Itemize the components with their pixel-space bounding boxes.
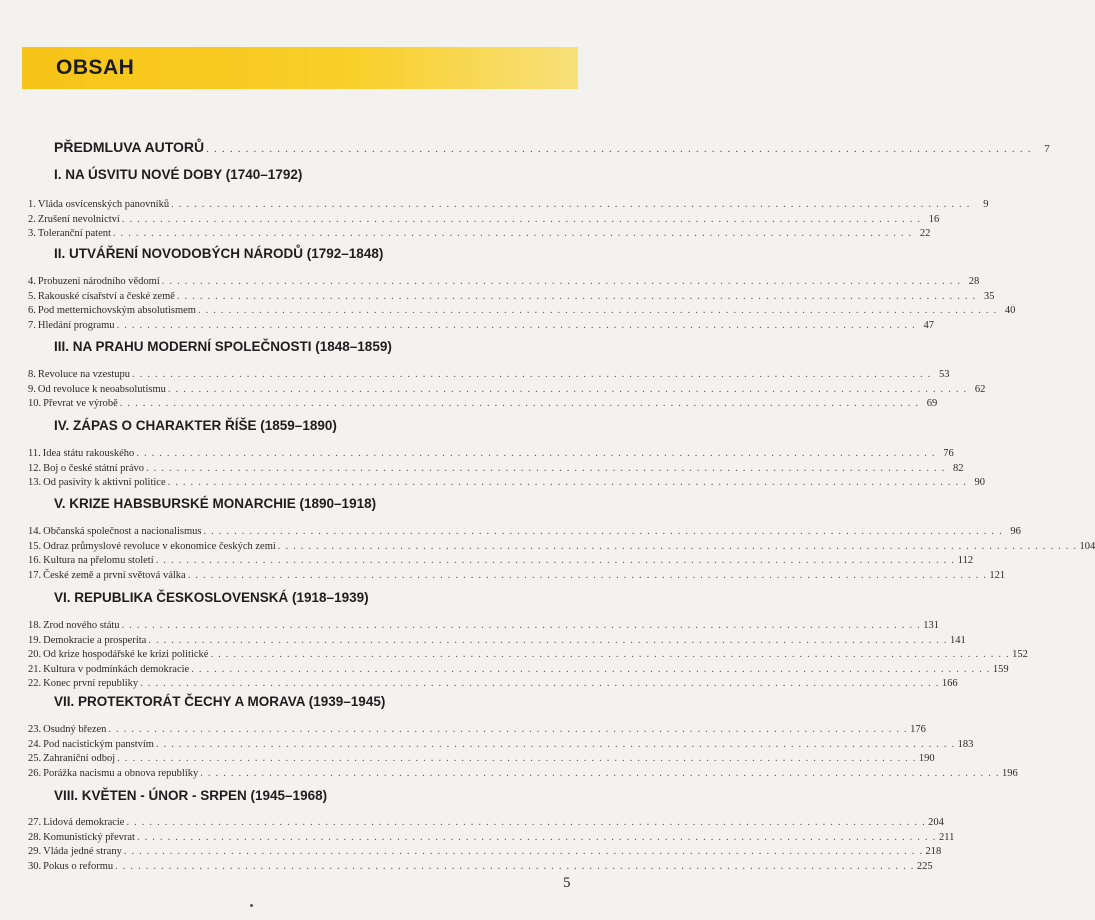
chapter-number: 5. <box>28 290 36 302</box>
chapter-number: 8. <box>28 369 36 380</box>
chapter-title: Odraz průmyslové revoluce v ekonomice českých zemí <box>43 540 276 552</box>
chapter-title: Osudný březen <box>43 724 107 735</box>
chapter-title: Vláda osvícenských panovníků <box>37 199 170 210</box>
leader-dots: . . . . . . . . . . . . . . . . . . . . . . . . . . . . . . . . . . . . . . . . . . . . . . . . . . . . . . . . . . . . . . . . . . . . . . . . . . . . . . . . . . . . . . . . . . . . . . . . . . . . . . . . . <box>117 753 917 764</box>
chapter-number: 11. <box>28 448 41 459</box>
chapter-page: 104 <box>1079 540 1095 552</box>
chapter-title: Zahraniční odboj <box>43 753 116 764</box>
chapter-page: 35 <box>983 290 995 302</box>
section-heading: VI. REPUBLIKA ČESKOSLOVENSKÁ (1918–1939) <box>54 590 369 605</box>
chapter-title: Od revoluce k neoabsolutismu <box>37 383 166 395</box>
leader-dots: . . . . . . . . . . . . . . . . . . . . . . . . . . . . . . . . . . . . . . . . . . . . . . . . . . . . . . . . . . . . . . . . . . . . . . . . . . . . . . . . . . . . . . . . . . . . . . . . . . . . . . . . . <box>148 634 948 646</box>
toc-entry <box>28 227 931 240</box>
chapter-number: 7. <box>28 319 36 331</box>
section-heading: III. NA PRAHU MODERNÍ SPOLEČNOSTI (1848–1859) <box>54 339 392 354</box>
preface-page: 7 <box>1044 143 1050 155</box>
toc-entry <box>28 383 986 396</box>
chapter-page: 69 <box>926 398 938 409</box>
chapter-page: 211 <box>939 831 955 843</box>
chapter-title: Toleranční patent <box>37 228 111 239</box>
leader-dots: . . . . . . . . . . . . . . . . . . . . . . . . . . . . . . . . . . . . . . . . . . . . . . . . . . . . . . . . . . . . . . . . . . . . . . . . . . . . . . . . . . . . . . . . . . . . . . . . . . . . . . . . . <box>191 663 991 675</box>
chapter-number: 6. <box>28 305 36 316</box>
leader-dots: . . . . . . . . . . . . . . . . . . . . . . . . . . . . . . . . . . . . . . . . . . . . . . . . . . . . . . . . . . . . . . . . . . . . . . . . . . . . . . . . . . . . . . . . . . . . . . . . . . . . . . . . . <box>121 620 921 631</box>
leader-dots: . . . . . . . . . . . . . . . . . . . . . . . . . . . . . . . . . . . . . . . . . . . . . . . . . . . . . . . . . . . . . . . . . . . . . . . . . . . . . . . . . . . . . . . . . . . . . . . . . . . . . . . . . <box>136 448 936 459</box>
chapter-title: Komunistický převrat <box>43 831 135 843</box>
leader-dots: . . . . . . . . . . . . . . . . . . . . . . . . . . . . . . . . . . . . . . . . . . . . . . . . . . . . . . . . . . . . . . . . . . . . . . . . . . . . . . . . . . . . . . . . . . . . . . . . . . . . . . . . . <box>171 199 971 210</box>
chapter-page: 196 <box>1001 767 1018 779</box>
chapter-page: 9 <box>983 199 989 210</box>
chapter-number: 3. <box>28 228 36 239</box>
chapter-page: 159 <box>992 663 1009 675</box>
leader-dots: . . . . . . . . . . . . . . . . . . . . . . . . . . . . . . . . . . . . . . . . . . . . . . . . . . . . . . . . . . . . . . . . . . . . . . . . . . . . . . . . . . . . . . . . . . . . . . . . . . . . . . . . . <box>136 831 937 843</box>
toc-entry <box>28 648 1028 661</box>
chapter-page: 190 <box>918 753 935 764</box>
toc-preface-entry <box>54 139 1050 155</box>
chapter-number: 4. <box>28 276 36 287</box>
chapter-number: 27. <box>28 817 42 828</box>
chapter-number: 9. <box>28 383 36 395</box>
toc-entry <box>28 213 940 226</box>
chapter-number: 13. <box>28 477 42 488</box>
leader-dots: . . . . . . . . . . . . . . . . . . . . . . . . . . . . . . . . . . . . . . . . . . . . . . . . . . . . . . . . . . . . . . . . . . . . . . . . . . . . . . . . . . . . . . . . . . . . . . . . . . . . . . . . . <box>197 305 998 316</box>
chapter-number: 2. <box>28 213 36 225</box>
chapter-number: 1. <box>28 199 36 210</box>
chapter-title: Pod nacistickým panstvím <box>43 738 154 750</box>
toc-entry <box>28 462 964 475</box>
toc-entry <box>28 540 1095 553</box>
leader-dots: . . . . . . . . . . . . . . . . . . . . . . . . . . . . . . . . . . . . . . . . . . . . . . . . . . . . . . . . . . . . . . . . . . . . . . . . . . . . . . . . . . . . . . . . . . . . . . . . . . . . . . . . . <box>119 398 920 409</box>
toc-entry <box>28 397 938 410</box>
leader-dots: . . . . . . . . . . . . . . . . . . . . . . . . . . . . . . . . . . . . . . . . . . . . . . . . . . . . . . . . . . . . . . . . . . . . . . . . . . . . . . . . . . . . . . . . . . . . . . . . . . . . . . . . . <box>132 369 932 380</box>
leader-dots: . . . . . . . . . . . . . . . . . . . . . . . . . . . . . . . . . . . . . . . . . . . . . . . . . . . . . . . . . . . . . . . . . . . . . . . . . . . . . . . . . . . . . . . . . . . . . . . . . . . . . . . . . <box>121 213 922 225</box>
toc-entry <box>28 816 944 829</box>
toc-entry <box>28 845 942 858</box>
chapter-title: Zrušení nevolnictví <box>37 213 120 225</box>
chapter-number: 29. <box>28 846 42 857</box>
chapter-title: Kultura na přelomu století <box>43 555 154 566</box>
chapter-page: 141 <box>950 634 966 646</box>
chapter-title: Pokus o reformu <box>43 860 114 872</box>
toc-entry <box>28 554 974 567</box>
chapter-number: 22. <box>28 678 42 689</box>
chapter-page: 152 <box>1012 649 1028 660</box>
toc-entry <box>28 275 980 288</box>
leader-dots: . . . . . . . . . . . . . . . . . . . . . . . . . . . . . . . . . . . . . . . . . . . . . . . . . . . . . . . . . . . . . . . . . . . . . . . . . . . . . . . . . . . . . . . . . . . . . . . . . . . . . . . . . <box>206 143 1032 155</box>
leader-dots: . . . . . . . . . . . . . . . . . . . . . . . . . . . . . . . . . . . . . . . . . . . . . . . . . . . . . . . . . . . . . . . . . . . . . . . . . . . . . . . . . . . . . . . . . . . . . . . . . . . . . . . . . <box>126 817 926 828</box>
leader-dots: . . . . . . . . . . . . . . . . . . . . . . . . . . . . . . . . . . . . . . . . . . . . . . . . . . . . . . . . . . . . . . . . . . . . . . . . . . . . . . . . . . . . . . . . . . . . . . . . . . . . . . . . . <box>140 678 940 689</box>
leader-dots: . . . . . . . . . . . . . . . . . . . . . . . . . . . . . . . . . . . . . . . . . . . . . . . . . . . . . . . . . . . . . . . . . . . . . . . . . . . . . . . . . . . . . . . . . . . . . . . . . . . . . . . . . <box>167 383 968 395</box>
leader-dots: . . . . . . . . . . . . . . . . . . . . . . . . . . . . . . . . . . . . . . . . . . . . . . . . . . . . . . . . . . . . . . . . . . . . . . . . . . . . . . . . . . . . . . . . . . . . . . . . . . . . . . . . . <box>200 767 1000 779</box>
preface-label: PŘEDMLUVA AUTORŮ <box>54 139 205 155</box>
chapter-title: Demokracie a prosperita <box>43 634 147 646</box>
chapter-page: 183 <box>957 738 974 750</box>
toc-entry <box>28 723 926 736</box>
chapter-number: 17. <box>28 569 42 581</box>
print-speck <box>250 904 253 907</box>
leader-dots: . . . . . . . . . . . . . . . . . . . . . . . . . . . . . . . . . . . . . . . . . . . . . . . . . . . . . . . . . . . . . . . . . . . . . . . . . . . . . . . . . . . . . . . . . . . . . . . . . . . . . . . . . <box>277 540 1078 552</box>
toc-entry <box>28 525 1021 538</box>
toc-entry <box>28 634 966 647</box>
chapter-page: 53 <box>938 369 950 380</box>
chapter-title: Boj o české státní právo <box>43 462 145 474</box>
chapter-page: 16 <box>928 213 940 225</box>
chapter-title: Probuzení národního vědomí <box>37 276 160 287</box>
chapter-title: Porážka nacismu a obnova republiky <box>43 767 199 779</box>
toc-entry <box>28 752 935 765</box>
toc-entry <box>28 738 974 751</box>
leader-dots: . . . . . . . . . . . . . . . . . . . . . . . . . . . . . . . . . . . . . . . . . . . . . . . . . . . . . . . . . . . . . . . . . . . . . . . . . . . . . . . . . . . . . . . . . . . . . . . . . . . . . . . . . <box>146 462 946 474</box>
chapter-page: 121 <box>989 569 1006 581</box>
chapter-page: 225 <box>916 860 933 872</box>
section-heading: VIII. KVĚTEN - ÚNOR - SRPEN (1945–1968) <box>54 788 328 803</box>
leader-dots: . . . . . . . . . . . . . . . . . . . . . . . . . . . . . . . . . . . . . . . . . . . . . . . . . . . . . . . . . . . . . . . . . . . . . . . . . . . . . . . . . . . . . . . . . . . . . . . . . . . . . . . . . <box>203 526 1003 537</box>
chapter-page: 90 <box>974 477 986 488</box>
page-title: OBSAH <box>56 56 135 79</box>
header-banner <box>22 47 578 89</box>
leader-dots: . . . . . . . . . . . . . . . . . . . . . . . . . . . . . . . . . . . . . . . . . . . . . . . . . . . . . . . . . . . . . . . . . . . . . . . . . . . . . . . . . . . . . . . . . . . . . . . . . . . . . . . . . <box>108 724 908 735</box>
section-heading: II. UTVÁŘENÍ NOVODOBÝCH NÁRODŮ (1792–1848) <box>54 246 384 261</box>
chapter-number: 18. <box>28 620 42 631</box>
chapter-page: 166 <box>941 678 958 689</box>
chapter-page: 204 <box>928 817 944 828</box>
toc-entry <box>28 569 1006 582</box>
toc-entry <box>28 319 934 332</box>
chapter-page: 62 <box>974 383 986 395</box>
toc-entry <box>28 860 933 873</box>
chapter-page: 96 <box>1010 526 1021 537</box>
chapter-title: Zrod nového státu <box>43 620 120 631</box>
toc-entry <box>28 831 955 844</box>
chapter-title: Revoluce na vzestupu <box>37 369 131 380</box>
chapter-number: 15. <box>28 540 42 552</box>
leader-dots: . . . . . . . . . . . . . . . . . . . . . . . . . . . . . . . . . . . . . . . . . . . . . . . . . . . . . . . . . . . . . . . . . . . . . . . . . . . . . . . . . . . . . . . . . . . . . . . . . . . . . . . . . <box>123 846 924 857</box>
toc-entry <box>28 476 986 489</box>
chapter-number: 14. <box>28 526 42 537</box>
chapter-number: 25. <box>28 753 42 764</box>
chapter-title: Idea státu rakouského <box>42 448 135 459</box>
chapter-title: Od krize hospodářské ke krizi politické <box>43 649 209 660</box>
chapter-title: Konec první republiky <box>43 678 139 689</box>
toc-entry <box>28 447 954 460</box>
leader-dots: . . . . . . . . . . . . . . . . . . . . . . . . . . . . . . . . . . . . . . . . . . . . . . . . . . . . . . . . . . . . . . . . . . . . . . . . . . . . . . . . . . . . . . . . . . . . . . . . . . . . . . . . . <box>210 649 1010 660</box>
toc-entry <box>28 290 995 303</box>
chapter-number: 10. <box>28 398 42 409</box>
chapter-number: 21. <box>28 663 42 675</box>
chapter-number: 24. <box>28 738 42 750</box>
chapter-number: 20. <box>28 649 42 660</box>
chapter-page: 40 <box>1004 305 1016 316</box>
chapter-title: Kultura v podmínkách demokracie <box>43 663 190 675</box>
chapter-title: Občanská společnost a nacionalismus <box>43 526 202 537</box>
chapter-page: 176 <box>910 724 926 735</box>
chapter-number: 28. <box>28 831 42 843</box>
toc-entry <box>28 619 939 632</box>
chapter-page: 82 <box>952 462 964 474</box>
leader-dots: . . . . . . . . . . . . . . . . . . . . . . . . . . . . . . . . . . . . . . . . . . . . . . . . . . . . . . . . . . . . . . . . . . . . . . . . . . . . . . . . . . . . . . . . . . . . . . . . . . . . . . . . . <box>176 290 977 302</box>
chapter-page: 76 <box>943 448 954 459</box>
toc-entry <box>28 198 989 211</box>
leader-dots: . . . . . . . . . . . . . . . . . . . . . . . . . . . . . . . . . . . . . . . . . . . . . . . . . . . . . . . . . . . . . . . . . . . . . . . . . . . . . . . . . . . . . . . . . . . . . . . . . . . . . . . . . <box>155 555 956 566</box>
section-heading: V. KRIZE HABSBURSKÉ MONARCHIE (1890–1918) <box>54 496 377 511</box>
chapter-page: 218 <box>925 846 942 857</box>
leader-dots: . . . . . . . . . . . . . . . . . . . . . . . . . . . . . . . . . . . . . . . . . . . . . . . . . . . . . . . . . . . . . . . . . . . . . . . . . . . . . . . . . . . . . . . . . . . . . . . . . . . . . . . . . <box>167 477 968 488</box>
chapter-number: 16. <box>28 555 42 566</box>
page-number: 5 <box>563 875 571 891</box>
chapter-title: Vláda jedné strany <box>43 846 122 857</box>
chapter-number: 23. <box>28 724 42 735</box>
toc-entry <box>28 368 950 381</box>
chapter-number: 30. <box>28 860 42 872</box>
chapter-number: 19. <box>28 634 42 646</box>
chapter-title: České země a první světová válka <box>43 569 186 581</box>
leader-dots: . . . . . . . . . . . . . . . . . . . . . . . . . . . . . . . . . . . . . . . . . . . . . . . . . . . . . . . . . . . . . . . . . . . . . . . . . . . . . . . . . . . . . . . . . . . . . . . . . . . . . . . . . <box>155 738 956 750</box>
chapter-page: 22 <box>919 228 931 239</box>
toc-entry <box>28 677 958 690</box>
chapter-page: 131 <box>923 620 939 631</box>
chapter-title: Převrat ve výrobě <box>43 398 118 409</box>
leader-dots: . . . . . . . . . . . . . . . . . . . . . . . . . . . . . . . . . . . . . . . . . . . . . . . . . . . . . . . . . . . . . . . . . . . . . . . . . . . . . . . . . . . . . . . . . . . . . . . . . . . . . . . . . <box>116 319 916 331</box>
leader-dots: . . . . . . . . . . . . . . . . . . . . . . . . . . . . . . . . . . . . . . . . . . . . . . . . . . . . . . . . . . . . . . . . . . . . . . . . . . . . . . . . . . . . . . . . . . . . . . . . . . . . . . . . . <box>161 276 962 287</box>
toc-entry <box>28 663 1009 676</box>
section-heading: VII. PROTEKTORÁT ČECHY A MORAVA (1939–1945) <box>54 694 386 709</box>
chapter-title: Rakouské císařství a české země <box>37 290 175 302</box>
chapter-title: Lidová demokracie <box>43 817 125 828</box>
leader-dots: . . . . . . . . . . . . . . . . . . . . . . . . . . . . . . . . . . . . . . . . . . . . . . . . . . . . . . . . . . . . . . . . . . . . . . . . . . . . . . . . . . . . . . . . . . . . . . . . . . . . . . . . . <box>112 228 913 239</box>
chapter-title: Pod metternichovským absolutismem <box>37 305 196 316</box>
chapter-page: 112 <box>957 555 974 566</box>
chapter-page: 47 <box>923 319 934 331</box>
toc-entry <box>28 767 1018 780</box>
section-heading: IV. ZÁPAS O CHARAKTER ŘÍŠE (1859–1890) <box>54 418 337 433</box>
chapter-title: Hledání programu <box>37 319 115 331</box>
chapter-number: 26. <box>28 767 42 779</box>
leader-dots: . . . . . . . . . . . . . . . . . . . . . . . . . . . . . . . . . . . . . . . . . . . . . . . . . . . . . . . . . . . . . . . . . . . . . . . . . . . . . . . . . . . . . . . . . . . . . . . . . . . . . . . . . <box>115 860 915 872</box>
section-heading: I. NA ÚSVITU NOVÉ DOBY (1740–1792) <box>54 167 303 182</box>
chapter-number: 12. <box>28 462 42 474</box>
chapter-title: Od pasivity k aktivní politice <box>43 477 166 488</box>
leader-dots: . . . . . . . . . . . . . . . . . . . . . . . . . . . . . . . . . . . . . . . . . . . . . . . . . . . . . . . . . . . . . . . . . . . . . . . . . . . . . . . . . . . . . . . . . . . . . . . . . . . . . . . . . <box>187 569 988 581</box>
toc-entry <box>28 304 1016 317</box>
chapter-page: 28 <box>968 276 980 287</box>
